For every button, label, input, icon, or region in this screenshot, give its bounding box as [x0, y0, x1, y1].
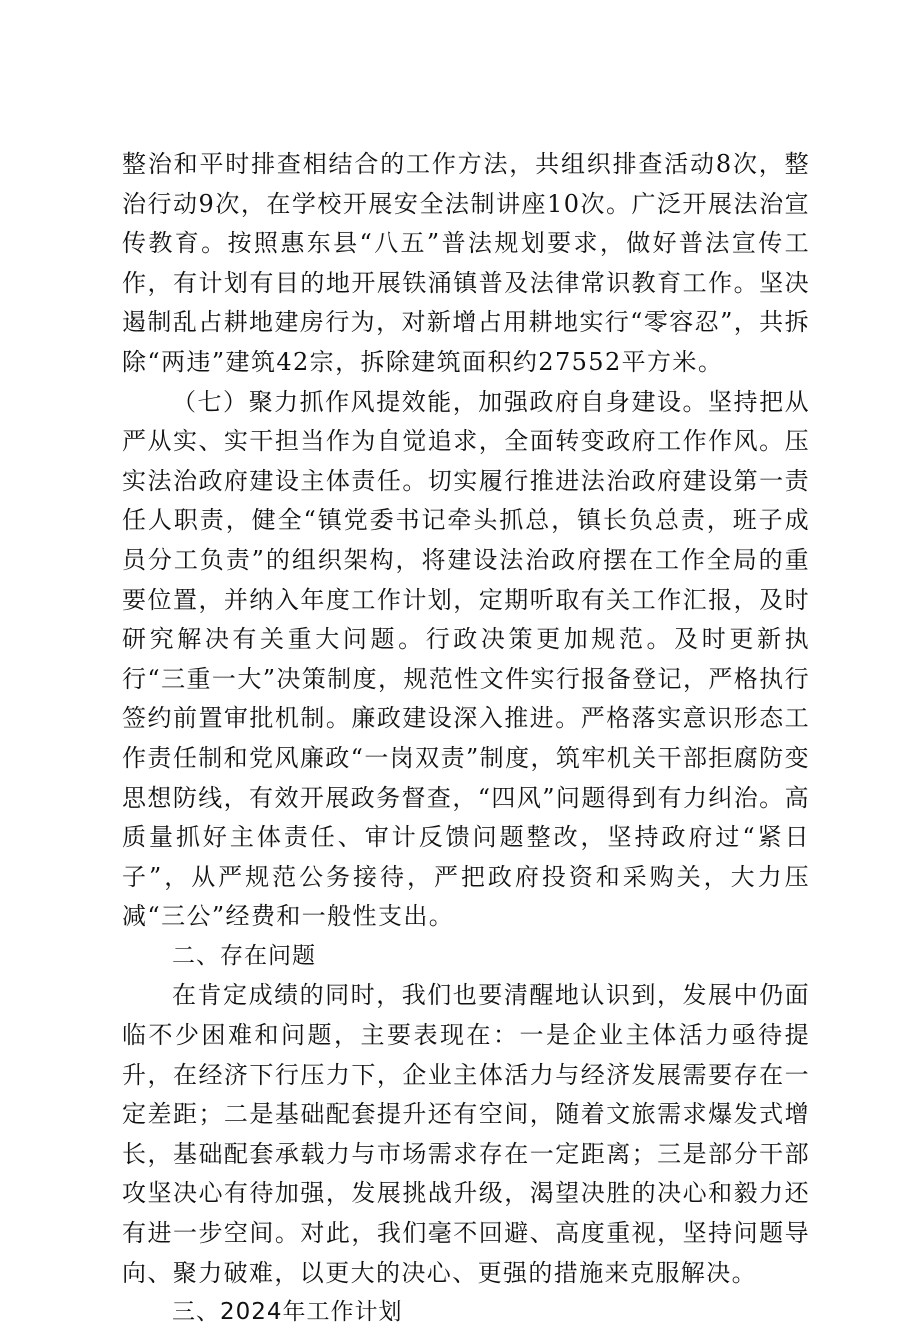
document-body [122, 145, 810, 1333]
body-paragraph: （七）聚力抓作风提效能，加强政府自身建设。坚持把从严从实、实干担当作为自觉追求，全面转变政府工作作风。压实法治政府建设主体责任。切实履行推进法治政府建设第一责任人职责，健全“镇党委书记牵头抓总，镇长负总责，班子成员分工负责”的组织架构，将建设法治政府摆在工作全局的重要位置，并纳入年度工作计划，定期听取有关工作汇报，及时研究解决有关重大问题。行政决策更加规范。及时更新执行“三重一大”决策制度，规范性文件实行报备登记，严格执行签约前置审批机制。廉政建设深入推进。严格落实意识形态工作责任制和党风廉政“一岗双责”制度，筑牢机关干部拒腐防变思想防线，有效开展政务督查，“四风”问题得到有力纠治。高质量抓好主体责任、审计反馈问题整改，坚持政府过“紧日子”，从严规范公务接待，严把政府投资和采购关，大力压减“三公”经费和一般性支出。 [122, 387, 810, 931]
section-heading: 三、2024年工作计划 [172, 1299, 403, 1326]
body-paragraph: 在肯定成绩的同时，我们也要清醒地认识到，发展中仍面临不少困难和问题，主要表现在：一是企业主体活力亟待提升，在经济下行压力下，企业主体活力与经济发展需要存在一定差距；二是基础配套提升还有空间，随着文旅需求爆发式增长，基础配套承载力与市场需求存在一定距离；三是部分干部攻坚决心有待加强，发展挑战升级，渴望决胜的决心和毅力还有进一步空间。对此，我们毫不回避、高度重视，坚持问题导向、聚力破难，以更大的决心、更强的措施来克服解决。 [122, 981, 810, 1287]
section-heading: 二、存在问题 [172, 942, 316, 969]
body-paragraph: 整治和平时排查相结合的工作方法，共组织排查活动8次，整治行动9次，在学校开展安全法制讲座10次。广泛开展法治宣传教育。按照惠东县“八五”普法规划要求，做好普法宣传工作，有计划有目的地开展铁涌镇普及法律常识教育工作。坚决遏制乱占耕地建房行为，对新增占用耕地实行“零容忍”，共拆除“两违”建筑42宗，拆除建筑面积约27552平方米。 [122, 150, 810, 376]
